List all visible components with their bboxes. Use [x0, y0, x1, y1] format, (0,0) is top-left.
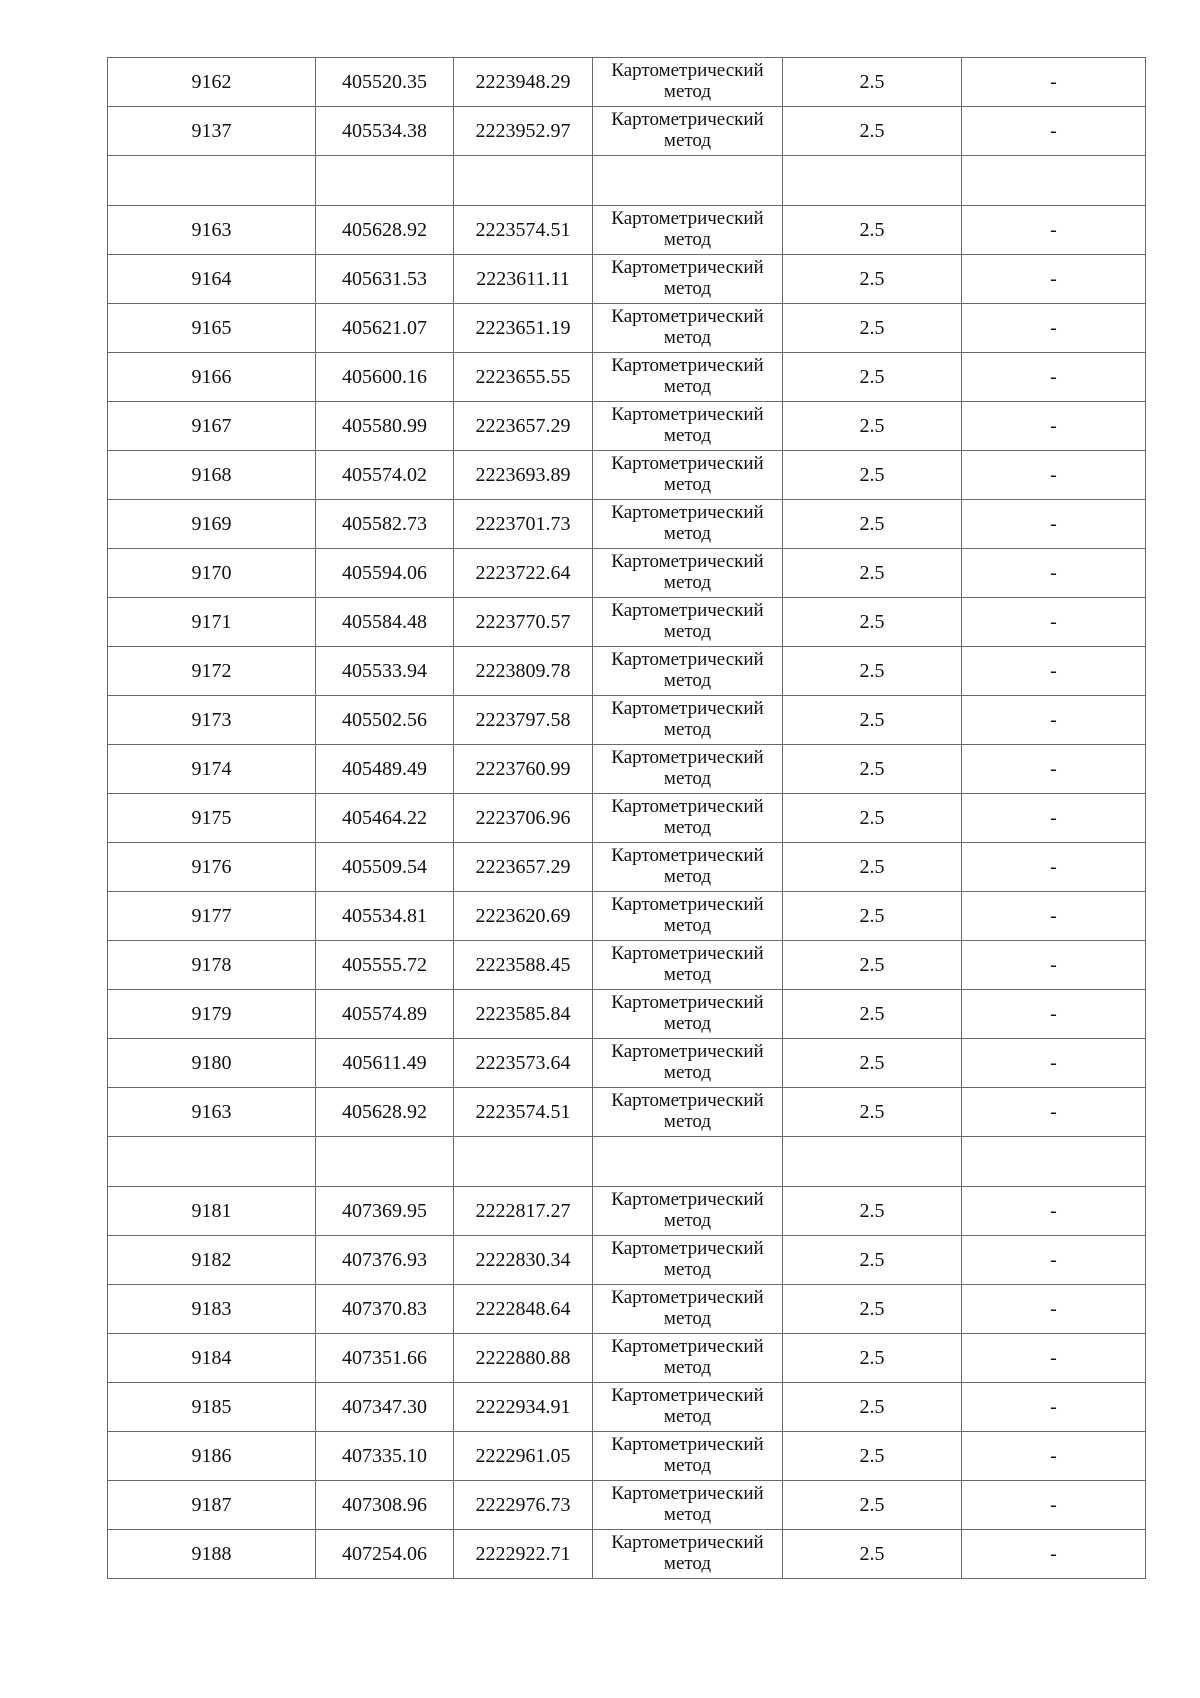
point-number-cell: 9178 [108, 941, 316, 990]
empty-cell [593, 156, 783, 206]
method-cell: Картометрический метод [593, 598, 783, 647]
y-coordinate-cell: 2223809.78 [454, 647, 593, 696]
table-row [108, 1285, 1146, 1334]
precision-cell: 2.5 [783, 206, 962, 255]
x-coordinate-cell: 405509.54 [316, 843, 454, 892]
point-number-cell: 9168 [108, 451, 316, 500]
precision-cell: 2.5 [783, 500, 962, 549]
x-coordinate-cell: 407370.83 [316, 1285, 454, 1334]
note-cell: - [962, 941, 1146, 990]
table-row [108, 58, 1146, 107]
table-row [108, 1334, 1146, 1383]
x-coordinate-cell: 405502.56 [316, 696, 454, 745]
precision-cell: 2.5 [783, 1383, 962, 1432]
x-coordinate-cell: 405534.81 [316, 892, 454, 941]
method-cell: Картометрический метод [593, 1187, 783, 1236]
table-row [108, 549, 1146, 598]
y-coordinate-cell: 2222830.34 [454, 1236, 593, 1285]
point-number-cell: 9185 [108, 1383, 316, 1432]
precision-cell: 2.5 [783, 598, 962, 647]
note-cell: - [962, 255, 1146, 304]
x-coordinate-cell: 405574.02 [316, 451, 454, 500]
table-row [108, 1039, 1146, 1088]
method-cell: Картометрический метод [593, 1432, 783, 1481]
precision-cell: 2.5 [783, 843, 962, 892]
note-cell: - [962, 1187, 1146, 1236]
empty-cell [962, 156, 1146, 206]
point-number-cell: 9170 [108, 549, 316, 598]
x-coordinate-cell: 405555.72 [316, 941, 454, 990]
note-cell: - [962, 843, 1146, 892]
y-coordinate-cell: 2223585.84 [454, 990, 593, 1039]
table-row [108, 500, 1146, 549]
y-coordinate-cell: 2223657.29 [454, 402, 593, 451]
y-coordinate-cell: 2223701.73 [454, 500, 593, 549]
note-cell: - [962, 1383, 1146, 1432]
point-number-cell: 9172 [108, 647, 316, 696]
point-number-cell: 9186 [108, 1432, 316, 1481]
empty-cell [783, 156, 962, 206]
y-coordinate-cell: 2222817.27 [454, 1187, 593, 1236]
table-row [108, 892, 1146, 941]
precision-cell: 2.5 [783, 1481, 962, 1530]
note-cell: - [962, 1481, 1146, 1530]
table-row [108, 647, 1146, 696]
precision-cell: 2.5 [783, 1334, 962, 1383]
method-cell: Картометрический метод [593, 549, 783, 598]
point-number-cell: 9173 [108, 696, 316, 745]
precision-cell: 2.5 [783, 1088, 962, 1137]
precision-cell: 2.5 [783, 794, 962, 843]
empty-cell [783, 1137, 962, 1187]
y-coordinate-cell: 2223574.51 [454, 1088, 593, 1137]
x-coordinate-cell: 405489.49 [316, 745, 454, 794]
point-number-cell: 9187 [108, 1481, 316, 1530]
note-cell: - [962, 1432, 1146, 1481]
empty-cell [454, 1137, 593, 1187]
point-number-cell: 9166 [108, 353, 316, 402]
precision-cell: 2.5 [783, 1530, 962, 1579]
x-coordinate-cell: 405600.16 [316, 353, 454, 402]
method-cell: Картометрический метод [593, 696, 783, 745]
table-row [108, 794, 1146, 843]
y-coordinate-cell: 2222880.88 [454, 1334, 593, 1383]
method-cell: Картометрический метод [593, 1530, 783, 1579]
point-number-cell: 9164 [108, 255, 316, 304]
precision-cell: 2.5 [783, 58, 962, 107]
precision-cell: 2.5 [783, 941, 962, 990]
note-cell: - [962, 1039, 1146, 1088]
method-cell: Картометрический метод [593, 255, 783, 304]
empty-cell [593, 1137, 783, 1187]
point-number-cell: 9176 [108, 843, 316, 892]
note-cell: - [962, 647, 1146, 696]
point-number-cell: 9163 [108, 1088, 316, 1137]
x-coordinate-cell: 405580.99 [316, 402, 454, 451]
note-cell: - [962, 1334, 1146, 1383]
point-number-cell: 9169 [108, 500, 316, 549]
precision-cell: 2.5 [783, 107, 962, 156]
y-coordinate-cell: 2222961.05 [454, 1432, 593, 1481]
note-cell: - [962, 107, 1146, 156]
x-coordinate-cell: 405533.94 [316, 647, 454, 696]
table-row [108, 843, 1146, 892]
method-cell: Картометрический метод [593, 500, 783, 549]
method-cell: Картометрический метод [593, 58, 783, 107]
table-row [108, 206, 1146, 255]
x-coordinate-cell: 405628.92 [316, 206, 454, 255]
method-cell: Картометрический метод [593, 304, 783, 353]
y-coordinate-cell: 2223722.64 [454, 549, 593, 598]
table-row [108, 1236, 1146, 1285]
x-coordinate-cell: 405611.49 [316, 1039, 454, 1088]
note-cell: - [962, 304, 1146, 353]
note-cell: - [962, 451, 1146, 500]
table-row [108, 1187, 1146, 1236]
note-cell: - [962, 696, 1146, 745]
table-row [108, 1383, 1146, 1432]
x-coordinate-cell: 405534.38 [316, 107, 454, 156]
y-coordinate-cell: 2223655.55 [454, 353, 593, 402]
x-coordinate-cell: 405582.73 [316, 500, 454, 549]
x-coordinate-cell: 405631.53 [316, 255, 454, 304]
y-coordinate-cell: 2223770.57 [454, 598, 593, 647]
precision-cell: 2.5 [783, 1187, 962, 1236]
method-cell: Картометрический метод [593, 206, 783, 255]
precision-cell: 2.5 [783, 255, 962, 304]
empty-cell [316, 156, 454, 206]
point-number-cell: 9167 [108, 402, 316, 451]
x-coordinate-cell: 405584.48 [316, 598, 454, 647]
x-coordinate-cell: 405520.35 [316, 58, 454, 107]
precision-cell: 2.5 [783, 696, 962, 745]
x-coordinate-cell: 407335.10 [316, 1432, 454, 1481]
y-coordinate-cell: 2223573.64 [454, 1039, 593, 1088]
note-cell: - [962, 500, 1146, 549]
note-cell: - [962, 1088, 1146, 1137]
separator-row [108, 156, 1146, 206]
note-cell: - [962, 598, 1146, 647]
point-number-cell: 9179 [108, 990, 316, 1039]
y-coordinate-cell: 2223574.51 [454, 206, 593, 255]
table-row [108, 1432, 1146, 1481]
precision-cell: 2.5 [783, 451, 962, 500]
method-cell: Картометрический метод [593, 990, 783, 1039]
y-coordinate-cell: 2222848.64 [454, 1285, 593, 1334]
point-number-cell: 9177 [108, 892, 316, 941]
note-cell: - [962, 1530, 1146, 1579]
precision-cell: 2.5 [783, 353, 962, 402]
note-cell: - [962, 745, 1146, 794]
note-cell: - [962, 353, 1146, 402]
y-coordinate-cell: 2223588.45 [454, 941, 593, 990]
y-coordinate-cell: 2222922.71 [454, 1530, 593, 1579]
table-row [108, 745, 1146, 794]
y-coordinate-cell: 2223657.29 [454, 843, 593, 892]
y-coordinate-cell: 2222976.73 [454, 1481, 593, 1530]
empty-cell [108, 156, 316, 206]
method-cell: Картометрический метод [593, 1285, 783, 1334]
table-row [108, 353, 1146, 402]
x-coordinate-cell: 405594.06 [316, 549, 454, 598]
note-cell: - [962, 402, 1146, 451]
method-cell: Картометрический метод [593, 1088, 783, 1137]
point-number-cell: 9180 [108, 1039, 316, 1088]
note-cell: - [962, 549, 1146, 598]
precision-cell: 2.5 [783, 402, 962, 451]
table-row [108, 451, 1146, 500]
note-cell: - [962, 1285, 1146, 1334]
x-coordinate-cell: 407347.30 [316, 1383, 454, 1432]
table-row [108, 1481, 1146, 1530]
point-number-cell: 9181 [108, 1187, 316, 1236]
point-number-cell: 9163 [108, 206, 316, 255]
x-coordinate-cell: 405628.92 [316, 1088, 454, 1137]
method-cell: Картометрический метод [593, 1236, 783, 1285]
note-cell: - [962, 206, 1146, 255]
empty-cell [108, 1137, 316, 1187]
precision-cell: 2.5 [783, 304, 962, 353]
x-coordinate-cell: 407351.66 [316, 1334, 454, 1383]
y-coordinate-cell: 2223952.97 [454, 107, 593, 156]
precision-cell: 2.5 [783, 1039, 962, 1088]
method-cell: Картометрический метод [593, 402, 783, 451]
table-row [108, 696, 1146, 745]
method-cell: Картометрический метод [593, 941, 783, 990]
x-coordinate-cell: 407254.06 [316, 1530, 454, 1579]
point-number-cell: 9183 [108, 1285, 316, 1334]
note-cell: - [962, 990, 1146, 1039]
x-coordinate-cell: 405621.07 [316, 304, 454, 353]
x-coordinate-cell: 407376.93 [316, 1236, 454, 1285]
method-cell: Картометрический метод [593, 1334, 783, 1383]
y-coordinate-cell: 2223760.99 [454, 745, 593, 794]
note-cell: - [962, 794, 1146, 843]
x-coordinate-cell: 407308.96 [316, 1481, 454, 1530]
table-body [108, 58, 1146, 1579]
precision-cell: 2.5 [783, 745, 962, 794]
method-cell: Картометрический метод [593, 353, 783, 402]
note-cell: - [962, 892, 1146, 941]
method-cell: Картометрический метод [593, 892, 783, 941]
point-number-cell: 9175 [108, 794, 316, 843]
table-row [108, 304, 1146, 353]
method-cell: Картометрический метод [593, 107, 783, 156]
y-coordinate-cell: 2223651.19 [454, 304, 593, 353]
y-coordinate-cell: 2223948.29 [454, 58, 593, 107]
precision-cell: 2.5 [783, 647, 962, 696]
point-number-cell: 9171 [108, 598, 316, 647]
point-number-cell: 9188 [108, 1530, 316, 1579]
point-number-cell: 9174 [108, 745, 316, 794]
y-coordinate-cell: 2223693.89 [454, 451, 593, 500]
x-coordinate-cell: 405574.89 [316, 990, 454, 1039]
method-cell: Картометрический метод [593, 1383, 783, 1432]
method-cell: Картометрический метод [593, 1039, 783, 1088]
note-cell: - [962, 58, 1146, 107]
table-row [108, 1530, 1146, 1579]
precision-cell: 2.5 [783, 549, 962, 598]
method-cell: Картометрический метод [593, 1481, 783, 1530]
table-row [108, 402, 1146, 451]
table-row [108, 1088, 1146, 1137]
y-coordinate-cell: 2223797.58 [454, 696, 593, 745]
coordinates-table [107, 57, 1146, 1579]
empty-cell [962, 1137, 1146, 1187]
point-number-cell: 9182 [108, 1236, 316, 1285]
table-row [108, 598, 1146, 647]
method-cell: Картометрический метод [593, 451, 783, 500]
method-cell: Картометрический метод [593, 843, 783, 892]
y-coordinate-cell: 2223706.96 [454, 794, 593, 843]
method-cell: Картометрический метод [593, 647, 783, 696]
table-row [108, 107, 1146, 156]
x-coordinate-cell: 405464.22 [316, 794, 454, 843]
table-row [108, 255, 1146, 304]
empty-cell [316, 1137, 454, 1187]
y-coordinate-cell: 2222934.91 [454, 1383, 593, 1432]
method-cell: Картометрический метод [593, 794, 783, 843]
point-number-cell: 9137 [108, 107, 316, 156]
point-number-cell: 9165 [108, 304, 316, 353]
note-cell: - [962, 1236, 1146, 1285]
x-coordinate-cell: 407369.95 [316, 1187, 454, 1236]
table-row [108, 990, 1146, 1039]
y-coordinate-cell: 2223620.69 [454, 892, 593, 941]
precision-cell: 2.5 [783, 1236, 962, 1285]
precision-cell: 2.5 [783, 990, 962, 1039]
point-number-cell: 9162 [108, 58, 316, 107]
y-coordinate-cell: 2223611.11 [454, 255, 593, 304]
empty-cell [454, 156, 593, 206]
precision-cell: 2.5 [783, 1285, 962, 1334]
separator-row [108, 1137, 1146, 1187]
point-number-cell: 9184 [108, 1334, 316, 1383]
table-row [108, 941, 1146, 990]
precision-cell: 2.5 [783, 892, 962, 941]
method-cell: Картометрический метод [593, 745, 783, 794]
precision-cell: 2.5 [783, 1432, 962, 1481]
